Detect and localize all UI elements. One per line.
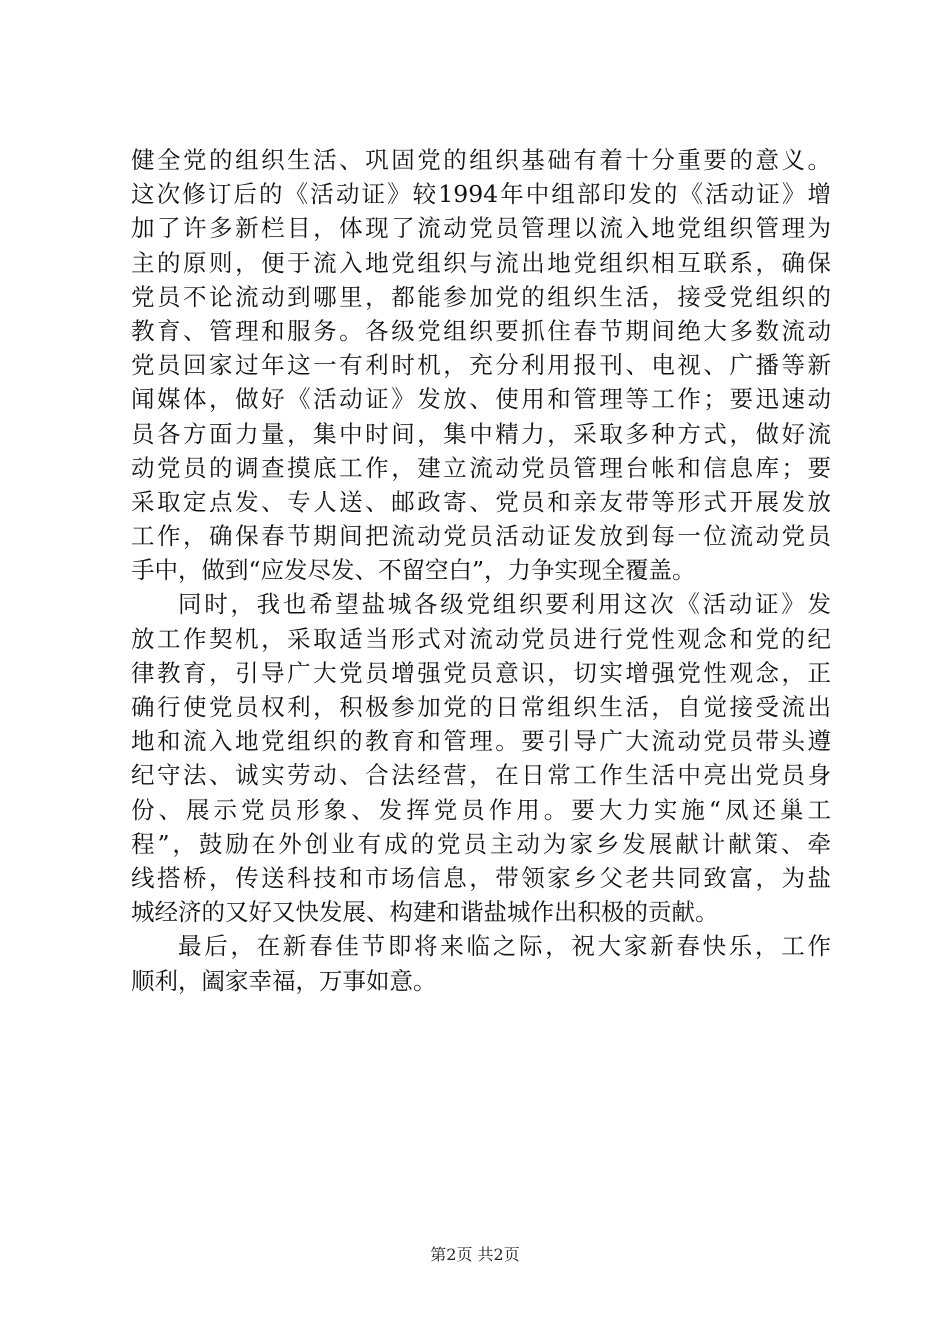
text-line: 纪守法、诚实劳动、合法经营，在日常工作生活中亮出党员身 bbox=[131, 761, 831, 790]
text-line: 健全党的组织生活、巩固党的组织基础有着十分重要的意义。 bbox=[131, 146, 831, 174]
body-text bbox=[131, 143, 831, 998]
text-line: 工作，确保春节期间把流动党员活动证发放到每一位流动党员 bbox=[131, 522, 831, 551]
text-line: 程”，鼓励在外创业有成的党员主动为家乡发展献计献策、牵 bbox=[131, 829, 831, 858]
text-line: 党员回家过年这一有利时机，充分利用报刊、电视、广播等新 bbox=[131, 351, 831, 380]
text-line: 采取定点发、专人送、邮政寄、党员和亲友带等形式开展发放 bbox=[131, 487, 831, 516]
text-line: 律教育，引导广大党员增强党员意识，切实增强党性观念，正 bbox=[131, 658, 831, 687]
text-line: 加了许多新栏目，体现了流动党员管理以流入地党组织管理为 bbox=[131, 214, 831, 243]
page-number-footer: 第2页 共2页 bbox=[430, 1245, 520, 1264]
paragraph-start-line: 同时，我也希望盐城各级党组织要利用这次《活动证》发 bbox=[178, 590, 831, 619]
text-line: 这次修订后的《活动证》较1994年中组部印发的《活动证》增 bbox=[131, 180, 831, 209]
text-line: 线搭桥，传送科技和市场信息，带领家乡父老共同致富，为盐 bbox=[131, 863, 831, 892]
text-line: 份、展示党员形象、发挥党员作用。要大力实施“凤还巢工 bbox=[131, 795, 831, 824]
text-line: 地和流入地党组织的教育和管理。要引导广大流动党员带头遵 bbox=[131, 727, 831, 756]
paragraph-start-line: 最后，在新春佳节即将来临之际，祝大家新春快乐，工作 bbox=[178, 932, 831, 961]
paragraph-end-line: 手中，做到“应发尽发、不留空白”，力争实现全覆盖。 bbox=[131, 556, 696, 585]
text-line: 放工作契机，采取适当形式对流动党员进行党性观念和党的纪 bbox=[131, 624, 831, 653]
text-line: 主的原则，便于流入地党组织与流出地党组织相互联系，确保 bbox=[131, 248, 831, 277]
text-line: 教育、管理和服务。各级党组织要抓住春节期间绝大多数流动 bbox=[131, 316, 831, 345]
paragraph-end-line: 城经济的又好又快发展、构建和谐盐城作出积极的贡献。 bbox=[131, 898, 719, 927]
text-line: 确行使党员权利，积极参加党的日常组织生活，自觉接受流出 bbox=[131, 693, 831, 721]
text-line: 党员不论流动到哪里，都能参加党的组织生活，接受党组织的 bbox=[131, 282, 831, 311]
text-line: 动党员的调查摸底工作，建立流动党员管理台帐和信息库；要 bbox=[131, 453, 831, 482]
text-line: 闻媒体，做好《活动证》发放、使用和管理等工作；要迅速动 bbox=[131, 385, 831, 414]
text-line: 员各方面力量，集中时间，集中精力，采取多种方式，做好流 bbox=[131, 419, 831, 448]
paragraph-end-line: 顺利，阖家幸福，万事如意。 bbox=[131, 966, 437, 995]
